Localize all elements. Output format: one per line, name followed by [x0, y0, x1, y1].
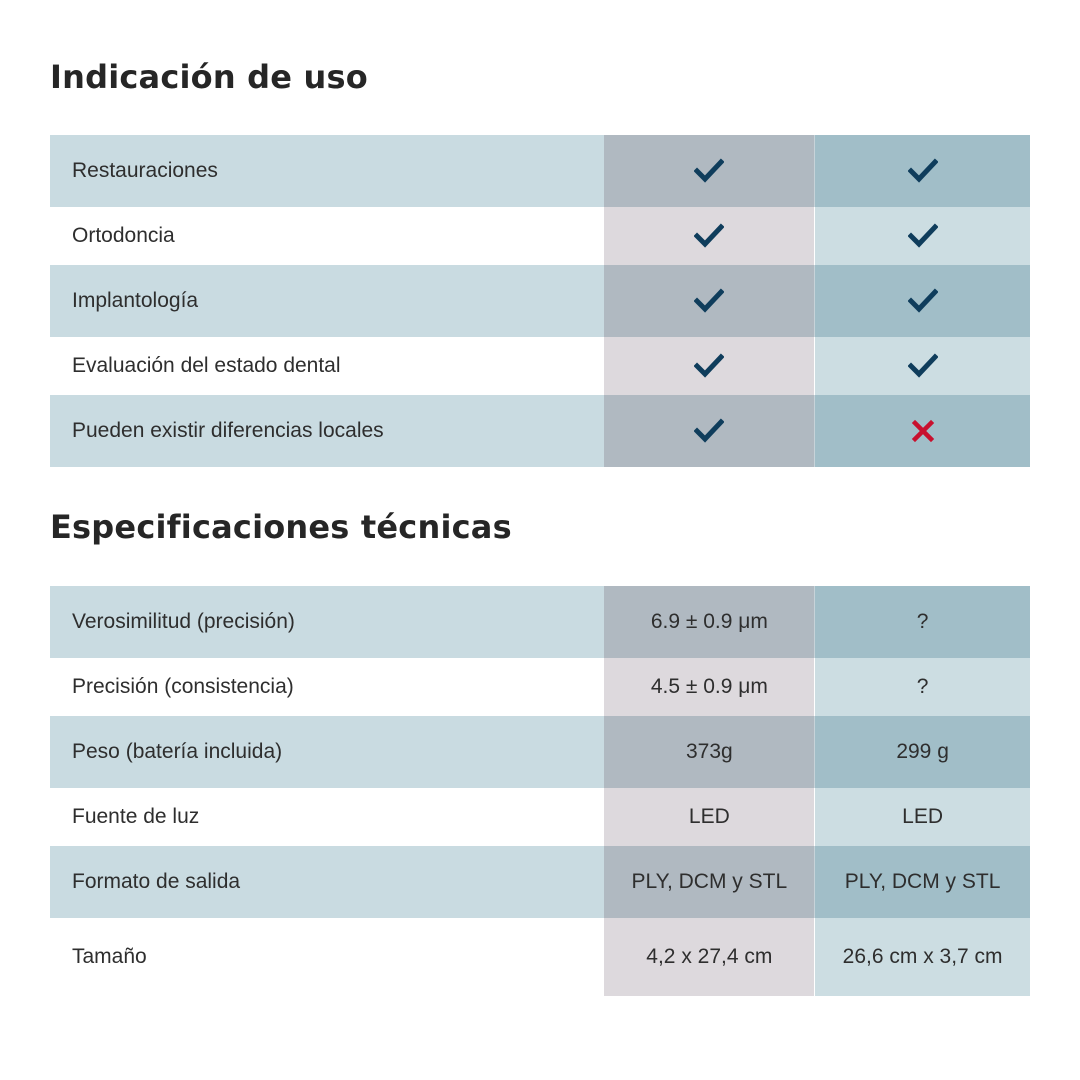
value-b: 299 g: [814, 716, 1030, 788]
value-a: 4,2 x 27,4 cm: [604, 918, 814, 996]
check-icon: [604, 265, 814, 337]
check-icon: [814, 135, 1030, 207]
row-label: Ortodoncia: [50, 207, 604, 265]
check-icon: [604, 395, 814, 467]
table-row: [50, 788, 1030, 846]
check-icon: [604, 135, 814, 207]
row-label: Tamaño: [50, 918, 604, 996]
table-row: [50, 395, 1030, 467]
row-label: Restauraciones: [50, 135, 604, 207]
row-label: Formato de salida: [50, 846, 604, 918]
table-row: [50, 658, 1030, 716]
table-row: [50, 337, 1030, 395]
check-icon: [604, 337, 814, 395]
specs-table: [50, 586, 1030, 996]
value-b: 26,6 cm x 3,7 cm: [814, 918, 1030, 996]
cross-icon: [814, 395, 1030, 467]
table-row: [50, 265, 1030, 337]
table-row: [50, 586, 1030, 658]
specs-title: Especificaciones técnicas: [50, 508, 512, 546]
row-label: Implantología: [50, 265, 604, 337]
row-label: Precisión (consistencia): [50, 658, 604, 716]
check-icon: [814, 265, 1030, 337]
check-icon: [814, 337, 1030, 395]
value-a: PLY, DCM y STL: [604, 846, 814, 918]
row-label: Peso (batería incluida): [50, 716, 604, 788]
value-a: 6.9 ± 0.9 μm: [604, 586, 814, 658]
table-row: [50, 135, 1030, 207]
value-b: ?: [814, 586, 1030, 658]
usage-table: [50, 135, 1030, 467]
table-row: [50, 918, 1030, 996]
value-b: ?: [814, 658, 1030, 716]
value-a: 4.5 ± 0.9 μm: [604, 658, 814, 716]
value-a: LED: [604, 788, 814, 846]
value-b: PLY, DCM y STL: [814, 846, 1030, 918]
row-label: Evaluación del estado dental: [50, 337, 604, 395]
row-label: Fuente de luz: [50, 788, 604, 846]
check-icon: [814, 207, 1030, 265]
value-a: 373g: [604, 716, 814, 788]
table-row: [50, 207, 1030, 265]
check-icon: [604, 207, 814, 265]
table-row: [50, 846, 1030, 918]
table-row: [50, 716, 1030, 788]
row-label: Verosimilitud (precisión): [50, 586, 604, 658]
usage-title: Indicación de uso: [50, 58, 368, 96]
row-label: Pueden existir diferencias locales: [50, 395, 604, 467]
value-b: LED: [814, 788, 1030, 846]
